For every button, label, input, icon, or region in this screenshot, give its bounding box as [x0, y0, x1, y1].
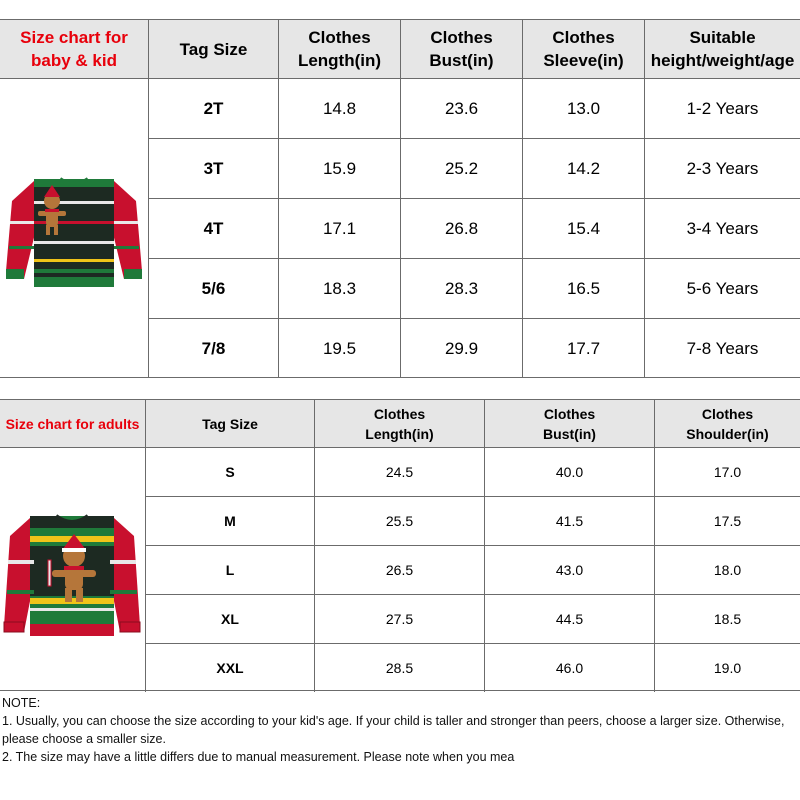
length-cell: 17.1: [278, 199, 400, 258]
table-row: [148, 319, 800, 378]
bust-cell: 28.3: [400, 259, 522, 318]
tag-size-cell: M: [145, 497, 314, 545]
bust-cell: 29.9: [400, 319, 522, 378]
header-label: Clothes: [308, 28, 371, 47]
header-label: Length(in): [365, 425, 434, 442]
sleeve-cell: 14.2: [522, 139, 644, 198]
bust-cell: 41.5: [484, 497, 654, 545]
shoulder-cell: 17.5: [654, 497, 800, 545]
shoulder-cell: 18.5: [654, 595, 800, 643]
suitable-cell: 2-3 Years: [644, 139, 800, 198]
adults-rows: [145, 448, 800, 690]
length-cell: 26.5: [314, 546, 484, 594]
table-row: [148, 139, 800, 199]
adults-col-length: [314, 400, 484, 447]
sleeve-cell: 17.7: [522, 319, 644, 378]
bust-cell: 40.0: [484, 448, 654, 496]
header-label: Shoulder(in): [686, 425, 769, 442]
bust-cell: 26.8: [400, 199, 522, 258]
header-label: height/weight/age: [650, 51, 795, 70]
kids-title-line1: Size chart for: [20, 28, 128, 47]
kids-col-bust: [400, 20, 522, 78]
length-cell: 27.5: [314, 595, 484, 643]
tag-size-cell: 4T: [148, 199, 278, 258]
bust-cell: 43.0: [484, 546, 654, 594]
suitable-cell: 1-2 Years: [644, 79, 800, 138]
note-heading: NOTE:: [2, 696, 41, 710]
kids-col-suitable: [644, 20, 800, 78]
bust-cell: 25.2: [400, 139, 522, 198]
tag-size-cell: 2T: [148, 79, 278, 138]
table-row: [145, 595, 800, 644]
suitable-cell: 3-4 Years: [644, 199, 800, 258]
bust-cell: 46.0: [484, 644, 654, 692]
adults-table-body: [0, 448, 800, 691]
adults-size-chart: [0, 399, 800, 691]
header-label: Clothes: [373, 405, 426, 422]
kids-col-sleeve: [522, 20, 644, 78]
header-tag-size: Tag Size: [202, 415, 258, 432]
kids-rows: [148, 79, 800, 377]
adults-col-bust: [484, 400, 654, 447]
note-line-1b: please choose a smaller size.: [2, 732, 166, 746]
header-label: Sleeve(in): [543, 51, 624, 70]
header-label: Bust(in): [543, 425, 596, 442]
adults-header-row: [0, 399, 800, 448]
suitable-cell: 5-6 Years: [644, 259, 800, 318]
header-label: Length(in): [297, 51, 382, 70]
sleeve-cell: 13.0: [522, 79, 644, 138]
kids-col-length: [278, 20, 400, 78]
bust-cell: 44.5: [484, 595, 654, 643]
header-label: Clothes: [552, 28, 615, 47]
tag-size-cell: 7/8: [148, 319, 278, 378]
sleeve-cell: 15.4: [522, 199, 644, 258]
length-cell: 24.5: [314, 448, 484, 496]
shoulder-cell: 17.0: [654, 448, 800, 496]
kids-table-body: [0, 79, 800, 378]
header-label: Clothes: [701, 405, 754, 422]
header-tag-size: Tag Size: [179, 39, 248, 59]
length-cell: 19.5: [278, 319, 400, 378]
kids-title-line2: baby & kid: [31, 51, 117, 70]
length-cell: 15.9: [278, 139, 400, 198]
header-label: Clothes: [430, 28, 493, 47]
tag-size-cell: 3T: [148, 139, 278, 198]
shoulder-cell: 18.0: [654, 546, 800, 594]
note-line-1: 1. Usually, you can choose the size according to your kid's age. If your child is taller and stronger than peers, choose a larger size. Otherwise,: [2, 714, 785, 728]
tag-size-cell: L: [145, 546, 314, 594]
tag-size-cell: XL: [145, 595, 314, 643]
adults-col-tag: [145, 400, 314, 447]
table-row: [145, 497, 800, 546]
table-row: [148, 259, 800, 319]
table-row: [145, 644, 800, 692]
kids-header-row: [0, 19, 800, 79]
kids-col-tag: [148, 20, 278, 78]
length-cell: 14.8: [278, 79, 400, 138]
table-row: [148, 79, 800, 139]
tag-size-cell: S: [145, 448, 314, 496]
gingerbread-sweater-icon: [4, 161, 144, 291]
sleeve-cell: 16.5: [522, 259, 644, 318]
note-line-2: 2. The size may have a little differs due to manual measurement. Please note when you mea: [2, 750, 515, 764]
adult-sweater-image: [0, 448, 145, 690]
bust-cell: 23.6: [400, 79, 522, 138]
size-note: [2, 694, 798, 766]
table-row: [145, 546, 800, 595]
length-cell: 28.5: [314, 644, 484, 692]
kids-chart-title: [0, 20, 148, 78]
shoulder-cell: 19.0: [654, 644, 800, 692]
gingerbread-sweater-icon: [2, 500, 142, 640]
length-cell: 18.3: [278, 259, 400, 318]
header-label: Bust(in): [429, 51, 494, 70]
table-row: [145, 448, 800, 497]
tag-size-cell: 5/6: [148, 259, 278, 318]
length-cell: 25.5: [314, 497, 484, 545]
tag-size-cell: XXL: [145, 644, 314, 692]
table-row: [148, 199, 800, 259]
header-label: Suitable: [689, 28, 756, 47]
suitable-cell: 7-8 Years: [644, 319, 800, 378]
adults-chart-title: Size chart for adults: [5, 415, 140, 432]
kids-sweater-image: [0, 79, 148, 377]
kids-size-chart: [0, 19, 800, 378]
header-label: Clothes: [543, 405, 596, 422]
adults-col-shoulder: [654, 400, 800, 447]
